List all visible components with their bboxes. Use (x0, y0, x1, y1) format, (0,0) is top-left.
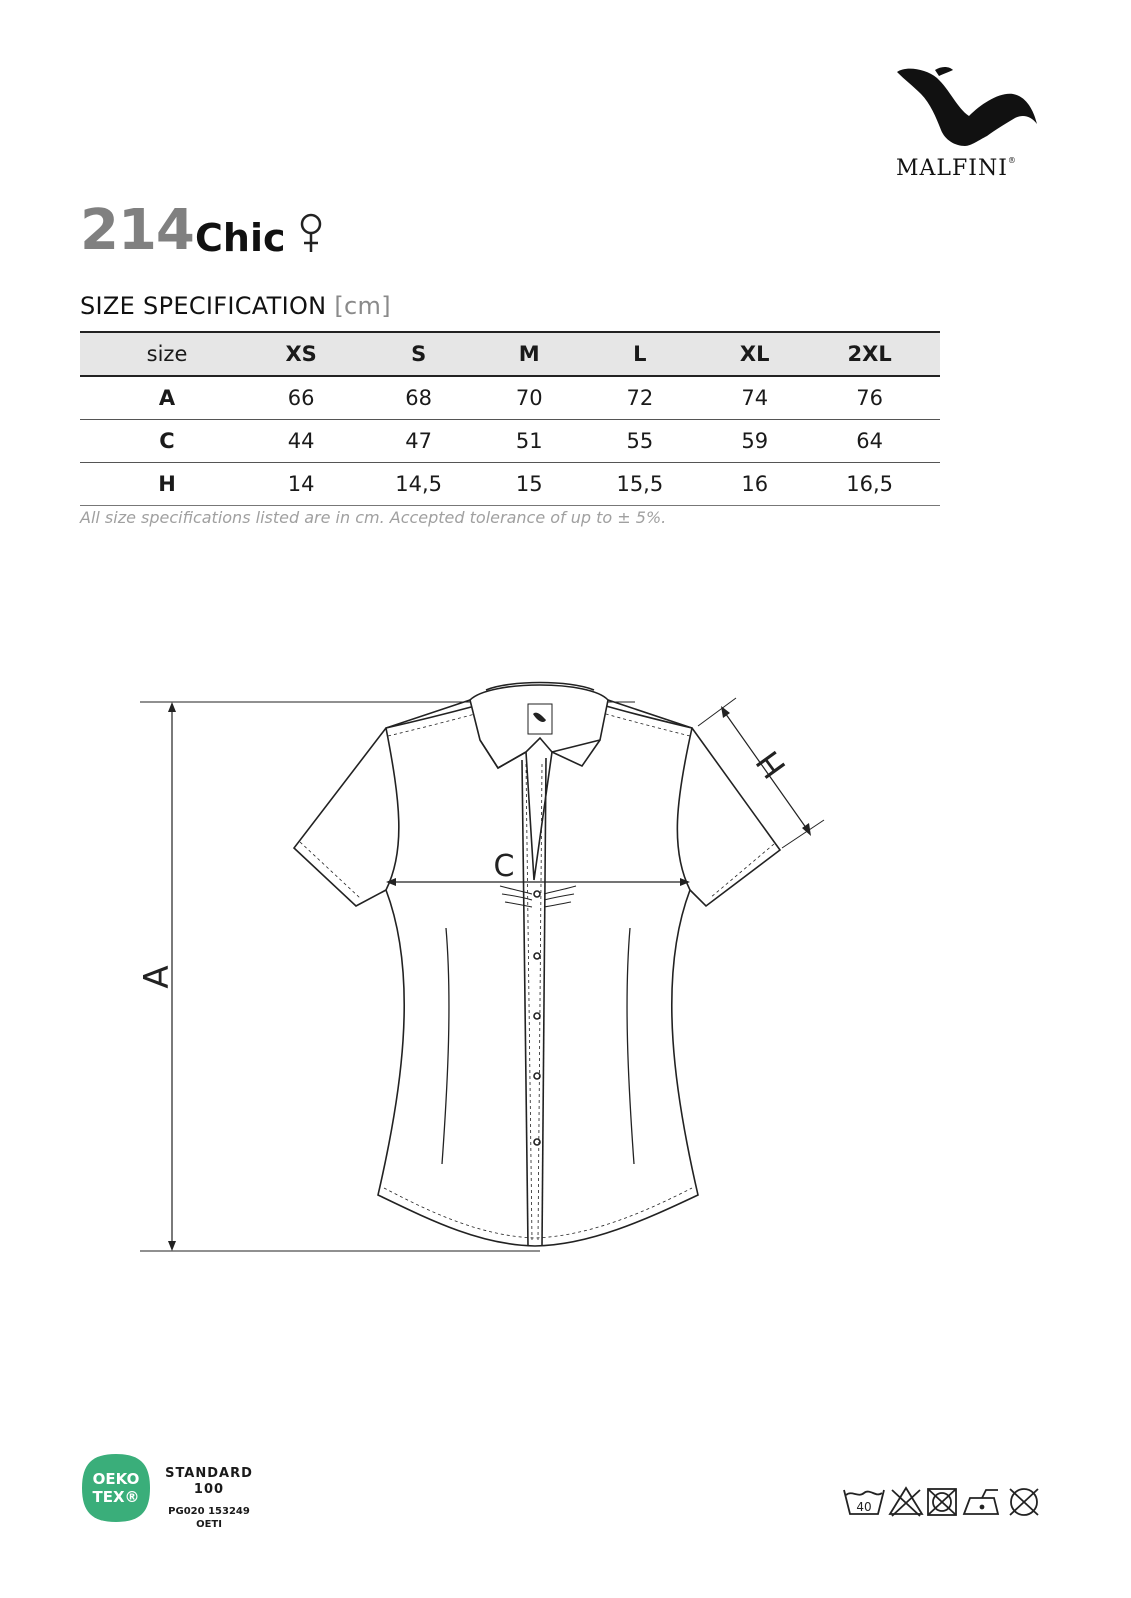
oeko-cert-number: PG020 153249 (168, 1506, 250, 1517)
cell-h-2xl: 16,5 (799, 463, 940, 506)
size-header-s: S (348, 332, 489, 376)
label-c: C (493, 849, 515, 884)
cell-h-xl: 16 (710, 463, 799, 506)
cell-c-xs: 44 (254, 420, 348, 463)
cell-h-l: 15,5 (569, 463, 710, 506)
cell-h-m: 15 (489, 463, 569, 506)
cell-c-m: 51 (489, 420, 569, 463)
size-header-row (80, 332, 940, 376)
wash-40-icon (844, 1490, 884, 1514)
label-h: H (748, 743, 794, 786)
size-header-xs: XS (254, 332, 348, 376)
oeko-standard-line1: STANDARD (165, 1466, 253, 1481)
no-dry-clean-icon (1010, 1489, 1038, 1515)
oeko-tex-logo-icon (80, 1452, 152, 1524)
spec-unit: [cm] (334, 292, 391, 320)
cell-h-xs: 14 (254, 463, 348, 506)
care-symbols (842, 1486, 1052, 1518)
eagle-logo-icon (895, 64, 1045, 154)
cell-c-2xl: 64 (799, 420, 940, 463)
spec-title (80, 292, 391, 320)
registered-mark: ® (1007, 156, 1017, 165)
oeko-standard-line2: 100 (193, 1482, 225, 1497)
brand-name-text: MALFINI (896, 156, 1008, 181)
cell-a-s: 68 (348, 376, 489, 420)
row-label-a: A (80, 376, 254, 420)
size-header-m: M (489, 332, 569, 376)
wash-temp: 40 (856, 1500, 872, 1514)
no-tumble-dry-icon (928, 1489, 956, 1515)
brand-logo (895, 64, 1065, 154)
oeko-line1: OEKO (92, 1470, 140, 1488)
no-bleach-icon (890, 1488, 922, 1516)
brand-name (896, 156, 1017, 181)
table-row (80, 420, 940, 463)
row-label-h: H (80, 463, 254, 506)
cell-c-l: 55 (569, 420, 710, 463)
iron-low-icon (964, 1490, 998, 1514)
cell-a-xl: 74 (710, 376, 799, 420)
row-label-c: C (80, 420, 254, 463)
size-table (80, 331, 940, 506)
oeko-certificate (160, 1505, 258, 1531)
table-row (80, 376, 940, 420)
oeko-standard (165, 1466, 253, 1498)
cell-a-m: 70 (489, 376, 569, 420)
size-header-label: size (80, 332, 254, 376)
cell-a-2xl: 76 (799, 376, 940, 420)
product-code: 214 (80, 198, 194, 263)
spec-title-text: SIZE SPECIFICATION (80, 292, 327, 320)
cell-a-l: 72 (569, 376, 710, 420)
cell-c-s: 47 (348, 420, 489, 463)
oeko-line2: TEX® (92, 1488, 140, 1506)
product-name: Chic (195, 216, 286, 260)
table-row (80, 463, 940, 506)
size-header-2xl: 2XL (799, 332, 940, 376)
cell-c-xl: 59 (710, 420, 799, 463)
tolerance-note: All size specifications listed are in cm. Accepted tolerance of up to ± 5%. (80, 508, 667, 527)
cell-h-s: 14,5 (348, 463, 489, 506)
size-header-xl: XL (710, 332, 799, 376)
female-symbol-icon (297, 212, 325, 256)
size-header-l: L (569, 332, 710, 376)
label-a: A (137, 965, 177, 989)
oeko-institute: OETI (196, 1519, 222, 1530)
shirt-measurement-diagram (130, 680, 850, 1280)
cell-a-xs: 66 (254, 376, 348, 420)
